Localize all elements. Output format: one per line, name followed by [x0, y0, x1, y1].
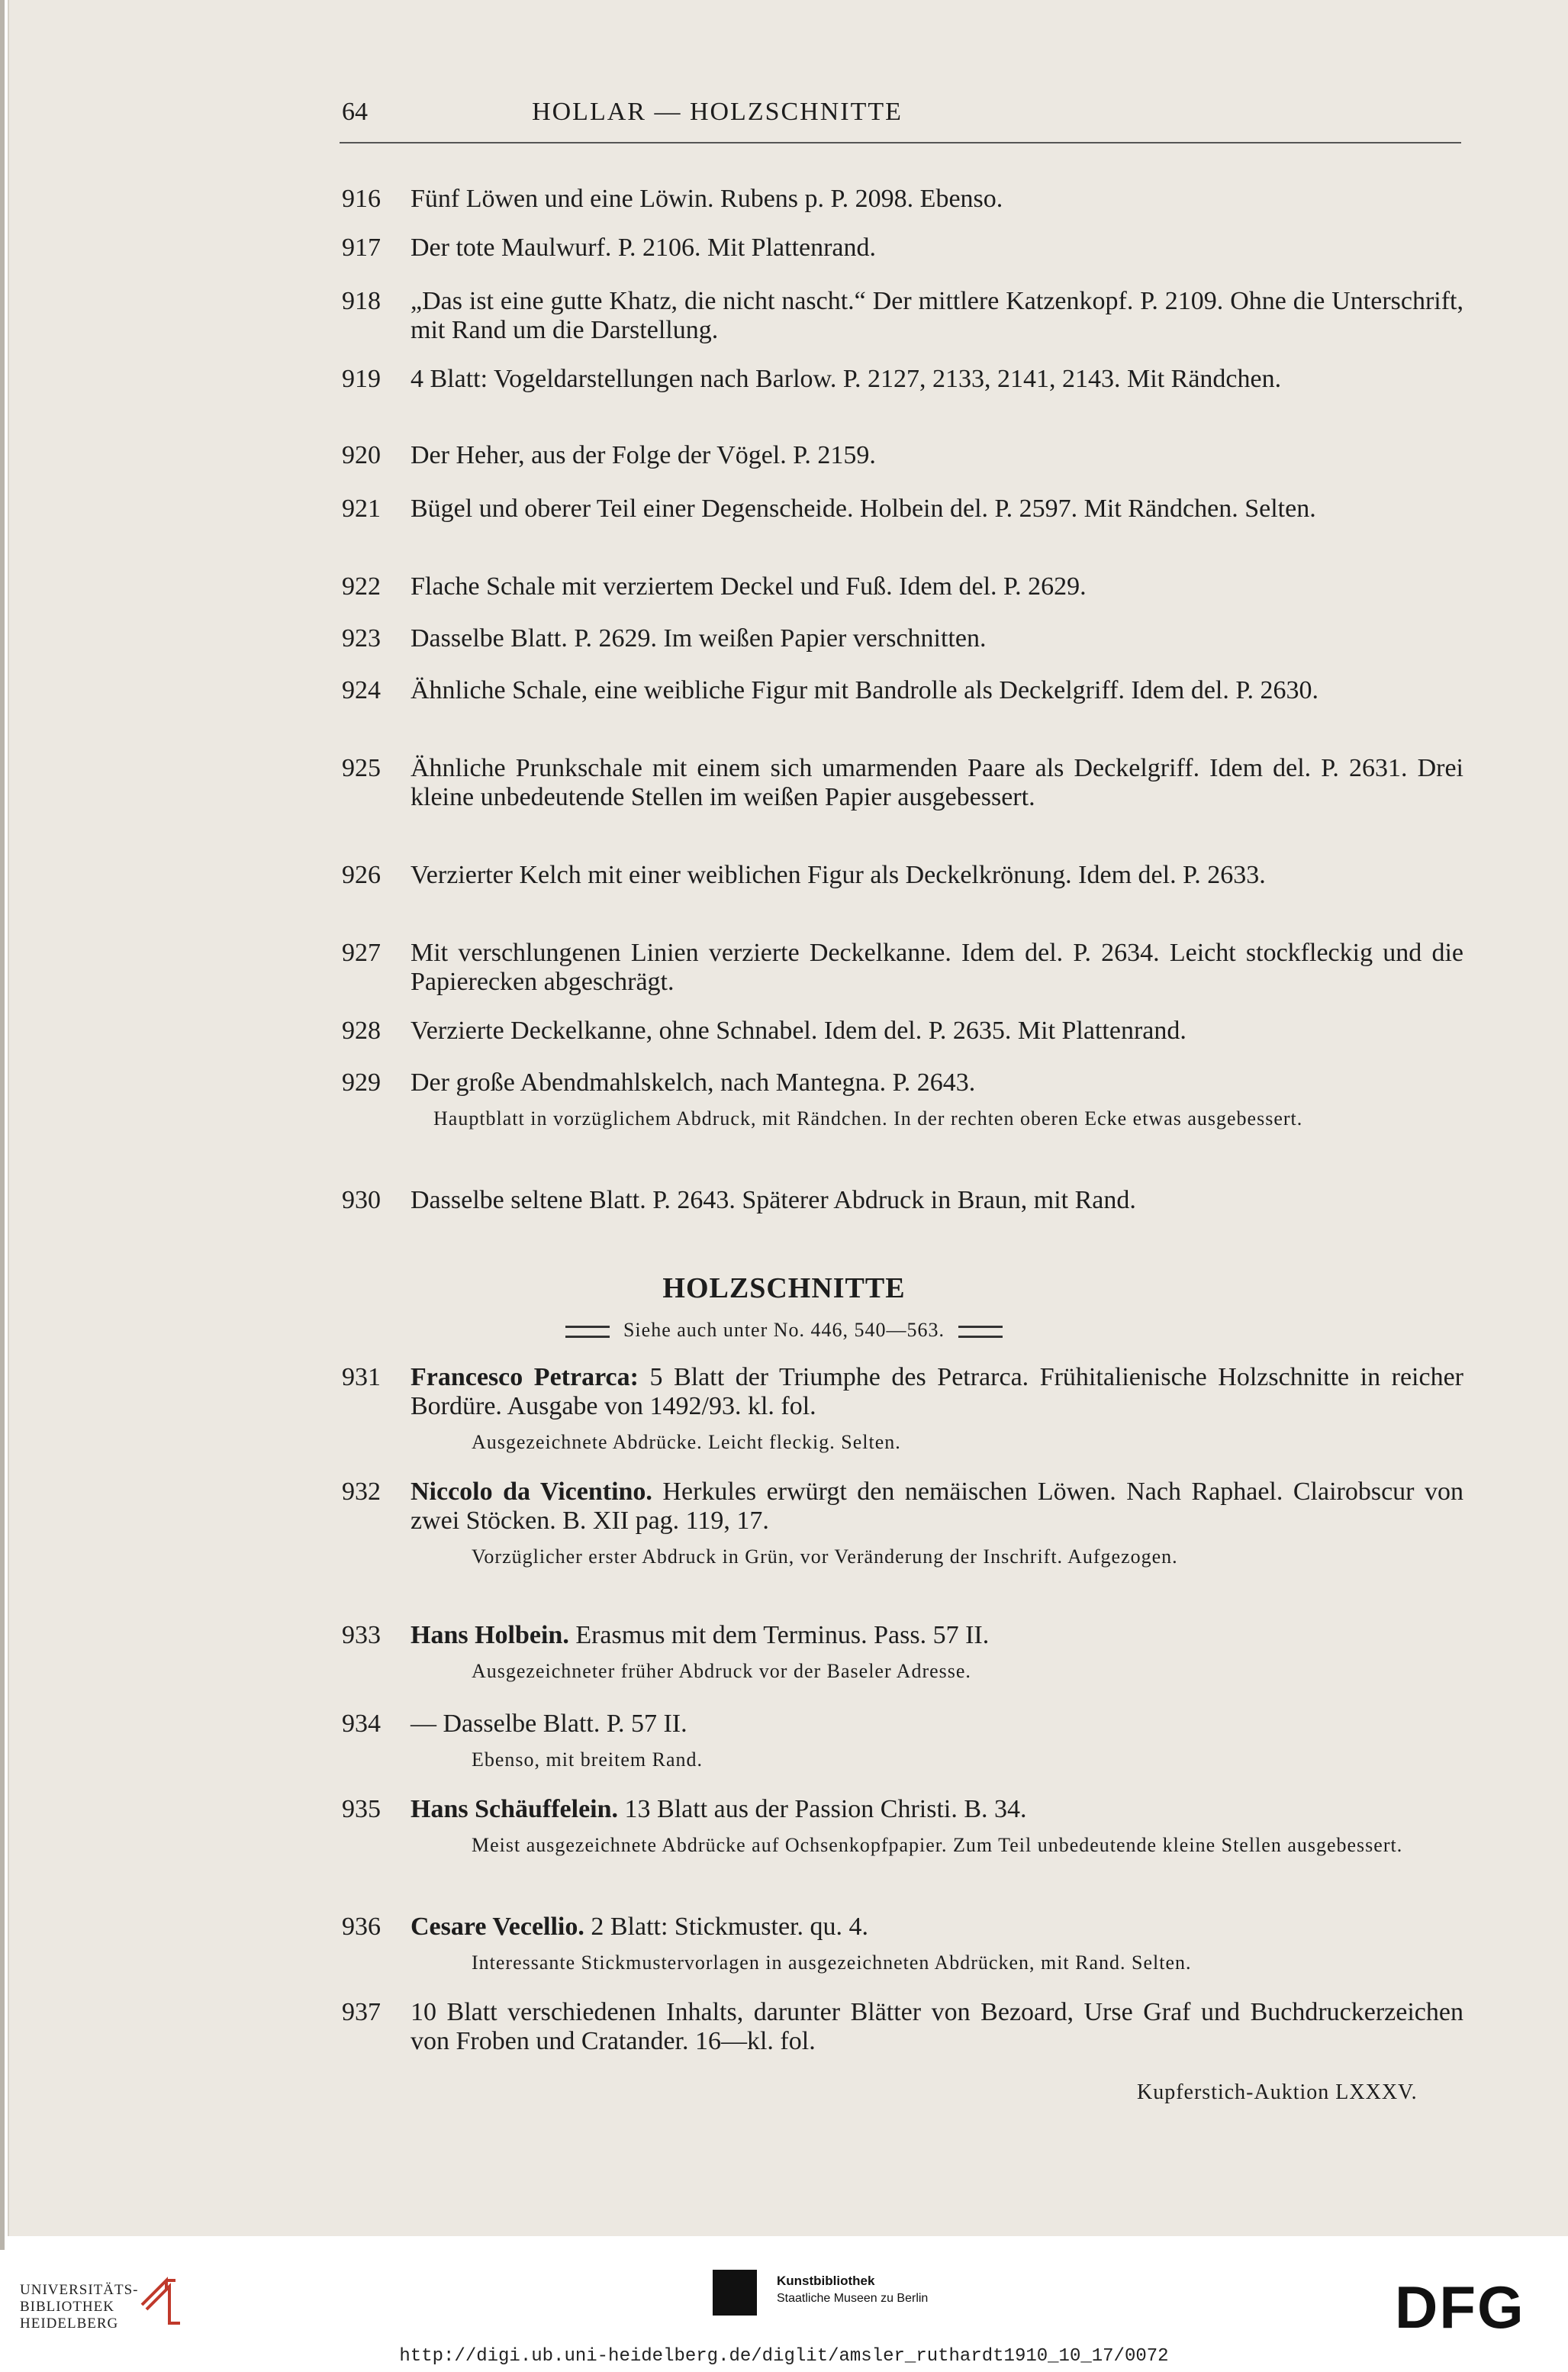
artist-name: Francesco Petrarca: — [411, 1363, 639, 1391]
entry-number: 927 — [342, 939, 381, 967]
subtitle-text: Siehe auch unter No. 446, 540—563. — [623, 1319, 945, 1341]
artist-name: Hans Holbein. — [411, 1621, 569, 1649]
entry-text: — Dasselbe Blatt. P. 57 II. — [411, 1710, 687, 1738]
entry-text: Fünf Löwen und eine Löwin. Rubens p. P. 2098. Ebenso. — [411, 185, 1003, 213]
catalog-entry — [342, 441, 1463, 470]
entry-number: 936 — [342, 1913, 381, 1941]
catalog-entry — [342, 495, 1463, 524]
kunstbibliothek-logo-icon[interactable] — [713, 2270, 757, 2316]
header-title: HOLLAR — HOLZSCHNITTE — [532, 98, 903, 126]
artist-name: Hans Schäuffelein. — [411, 1795, 619, 1823]
catalog-entry — [342, 1913, 1463, 1977]
artist-name: Niccolo da Vicentino. — [411, 1478, 652, 1506]
entry-note: Ebenso, mit breitem Rand. — [472, 1748, 704, 1771]
entry-text: Mit verschlungenen Linien verzierte Deckelkanne. Idem del. P. 2634. Leicht stockfleckig und die Papierecken abgeschrägt. — [411, 939, 1463, 996]
double-rule-right — [958, 1326, 1003, 1338]
catalog-entry — [342, 1795, 1463, 1859]
entry-number: 935 — [342, 1795, 381, 1823]
catalog-entry — [342, 1068, 1463, 1133]
entry-number: 925 — [342, 754, 381, 782]
entry-text: Hans Schäuffelein. 13 Blatt aus der Passion Christi. B. 34. — [411, 1795, 1027, 1823]
ub-heidelberg-logo[interactable]: UNIVERSITÄTS- BIBLIOTHEK HEIDELBERG — [20, 2282, 139, 2332]
entry-number: 920 — [342, 441, 381, 469]
entry-number: 934 — [342, 1710, 381, 1738]
catalog-entry — [342, 365, 1463, 394]
catalog-entry — [342, 1478, 1463, 1571]
entry-text: Der Heher, aus der Folge der Vögel. P. 2159. — [411, 441, 876, 469]
entry-number: 937 — [342, 1998, 381, 2026]
dfg-logo[interactable]: DFG — [1395, 2274, 1525, 2341]
entry-text: Francesco Petrarca: 5 Blatt der Triumphe des Petrarca. Frühitalienische Holzschnitte in reicher Bordüre. Ausgabe von 1492/93. kl. fol. — [411, 1363, 1464, 1420]
entry-number: 923 — [342, 624, 381, 653]
entry-text: Verzierter Kelch mit einer weiblichen Figur als Deckelkrönung. Idem del. P. 2633. — [411, 861, 1266, 889]
entry-number: 931 — [342, 1363, 381, 1391]
entry-number: 933 — [342, 1621, 381, 1649]
entry-text: Dasselbe Blatt. P. 2629. Im weißen Papier verschnitten. — [411, 624, 987, 653]
entry-number: 924 — [342, 676, 381, 704]
entry-number: 916 — [342, 185, 381, 213]
entry-text: Cesare Vecellio. 2 Blatt: Stickmuster. qu. 4. — [411, 1913, 868, 1941]
page-number: 64 — [342, 98, 368, 126]
catalog-entry — [342, 185, 1463, 214]
entry-note: Hauptblatt in vorzüglichem Abdruck, mit Rändchen. In der rechten oberen Ecke etwas ausgebessert. — [433, 1107, 1303, 1130]
header-rule — [340, 142, 1461, 143]
entry-note: Ausgezeichnete Abdrücke. Leicht fleckig. Selten. — [472, 1431, 901, 1453]
entry-text: Der tote Maulwurf. P. 2106. Mit Plattenrand. — [411, 234, 877, 262]
entry-text: Niccolo da Vicentino. Herkules erwürgt den nemäischen Löwen. Nach Raphael. Clairobscur von zwei Stöcken. B. XII pag. 119, 17. — [411, 1478, 1463, 1535]
entry-note: Interessante Stickmustervorlagen in ausgezeichneten Abdrücken, mit Rand. Selten. — [472, 1951, 1192, 1974]
entry-number: 929 — [342, 1068, 381, 1097]
catalog-entry — [342, 624, 1463, 653]
catalog-entry — [342, 754, 1463, 812]
entry-number: 921 — [342, 495, 381, 523]
ub-heidelberg-icon — [136, 2274, 189, 2329]
entry-number: 919 — [342, 365, 381, 393]
entry-text: 4 Blatt: Vogeldarstellungen nach Barlow. P. 2127, 2133, 2141, 2143. Mit Rändchen. — [411, 365, 1282, 393]
catalog-entry — [342, 1363, 1463, 1456]
catalog-footer: Kupferstich-Auktion LXXXV. — [1137, 2080, 1418, 2104]
catalog-entry — [342, 1621, 1463, 1685]
catalog-entry — [342, 861, 1463, 890]
entry-number: 917 — [342, 234, 381, 262]
entry-number: 926 — [342, 861, 381, 889]
catalog-entry — [342, 1186, 1463, 1215]
entry-note: Ausgezeichneter früher Abdruck vor der Baseler Adresse. — [472, 1660, 971, 1682]
entry-text: Flache Schale mit verziertem Deckel und Fuß. Idem del. P. 2629. — [411, 572, 1087, 601]
artist-name: Cesare Vecellio. — [411, 1913, 584, 1941]
entry-text: Dasselbe seltene Blatt. P. 2643. Späterer Abdruck in Braun, mit Rand. — [411, 1186, 1136, 1214]
entry-text: Ähnliche Prunkschale mit einem sich umarmenden Paare als Deckelgriff. Idem del. P. 2631. Drei kleine unbedeutende Stellen im weißen Papier ausgebessert. — [411, 754, 1463, 811]
catalog-entry — [342, 1710, 1463, 1774]
entry-number: 928 — [342, 1017, 381, 1045]
catalog-entry — [342, 572, 1463, 601]
section-subtitle — [0, 1319, 1568, 1342]
catalog-entry — [342, 1998, 1463, 2056]
entry-text: „Das ist eine gutte Khatz, die nicht nascht.“ Der mittlere Katzenkopf. P. 2109. Ohne die Unterschrift, mit Rand um die Darstellung. — [411, 287, 1463, 344]
catalog-entry — [342, 234, 1463, 263]
entry-text: Der große Abendmahlskelch, nach Mantegna. P. 2643. — [411, 1068, 976, 1097]
entry-text: Ähnliche Schale, eine weibliche Figur mit Bandrolle als Deckelgriff. Idem del. P. 2630. — [411, 676, 1319, 704]
catalog-entry — [342, 1017, 1463, 1046]
kunstbibliothek-label: Kunstbibliothek Staatliche Museen zu Berlin — [777, 2274, 929, 2305]
entry-text: 10 Blatt verschiedenen Inhalts, darunter Blätter von Bezoard, Urse Graf und Buchdruckerzeichen von Froben und Cratander. 16—kl. fol. — [411, 1998, 1463, 2055]
catalog-entry — [342, 939, 1463, 997]
entry-text: Verzierte Deckelkanne, ohne Schnabel. Idem del. P. 2635. Mit Plattenrand. — [411, 1017, 1186, 1045]
entry-number: 918 — [342, 287, 381, 315]
entry-number: 930 — [342, 1186, 381, 1214]
section-title: HOLZSCHNITTE — [662, 1272, 906, 1304]
entry-note: Meist ausgezeichnete Abdrücke auf Ochsenkopfpapier. Zum Teil unbedeutende kleine Stellen ausgebessert. — [472, 1834, 1403, 1856]
double-rule-left — [565, 1326, 610, 1338]
catalog-entry — [342, 287, 1463, 345]
entry-text: Hans Holbein. Erasmus mit dem Terminus. Pass. 57 II. — [411, 1621, 990, 1649]
entry-number: 922 — [342, 572, 381, 601]
entry-note: Vorzüglicher erster Abdruck in Grün, vor Veränderung der Inschrift. Aufgezogen. — [472, 1545, 1178, 1568]
entry-number: 932 — [342, 1478, 381, 1506]
scan-edge — [0, 0, 5, 2372]
entry-text: Bügel und oberer Teil einer Degenscheide. Holbein del. P. 2597. Mit Rändchen. Selten. — [411, 495, 1316, 523]
source-url[interactable]: http://digi.ub.uni-heidelberg.de/diglit/amsler_ruthardt1910_10_17/0072 — [399, 2346, 1169, 2367]
catalog-entry — [342, 676, 1463, 705]
running-header — [0, 98, 1568, 128]
